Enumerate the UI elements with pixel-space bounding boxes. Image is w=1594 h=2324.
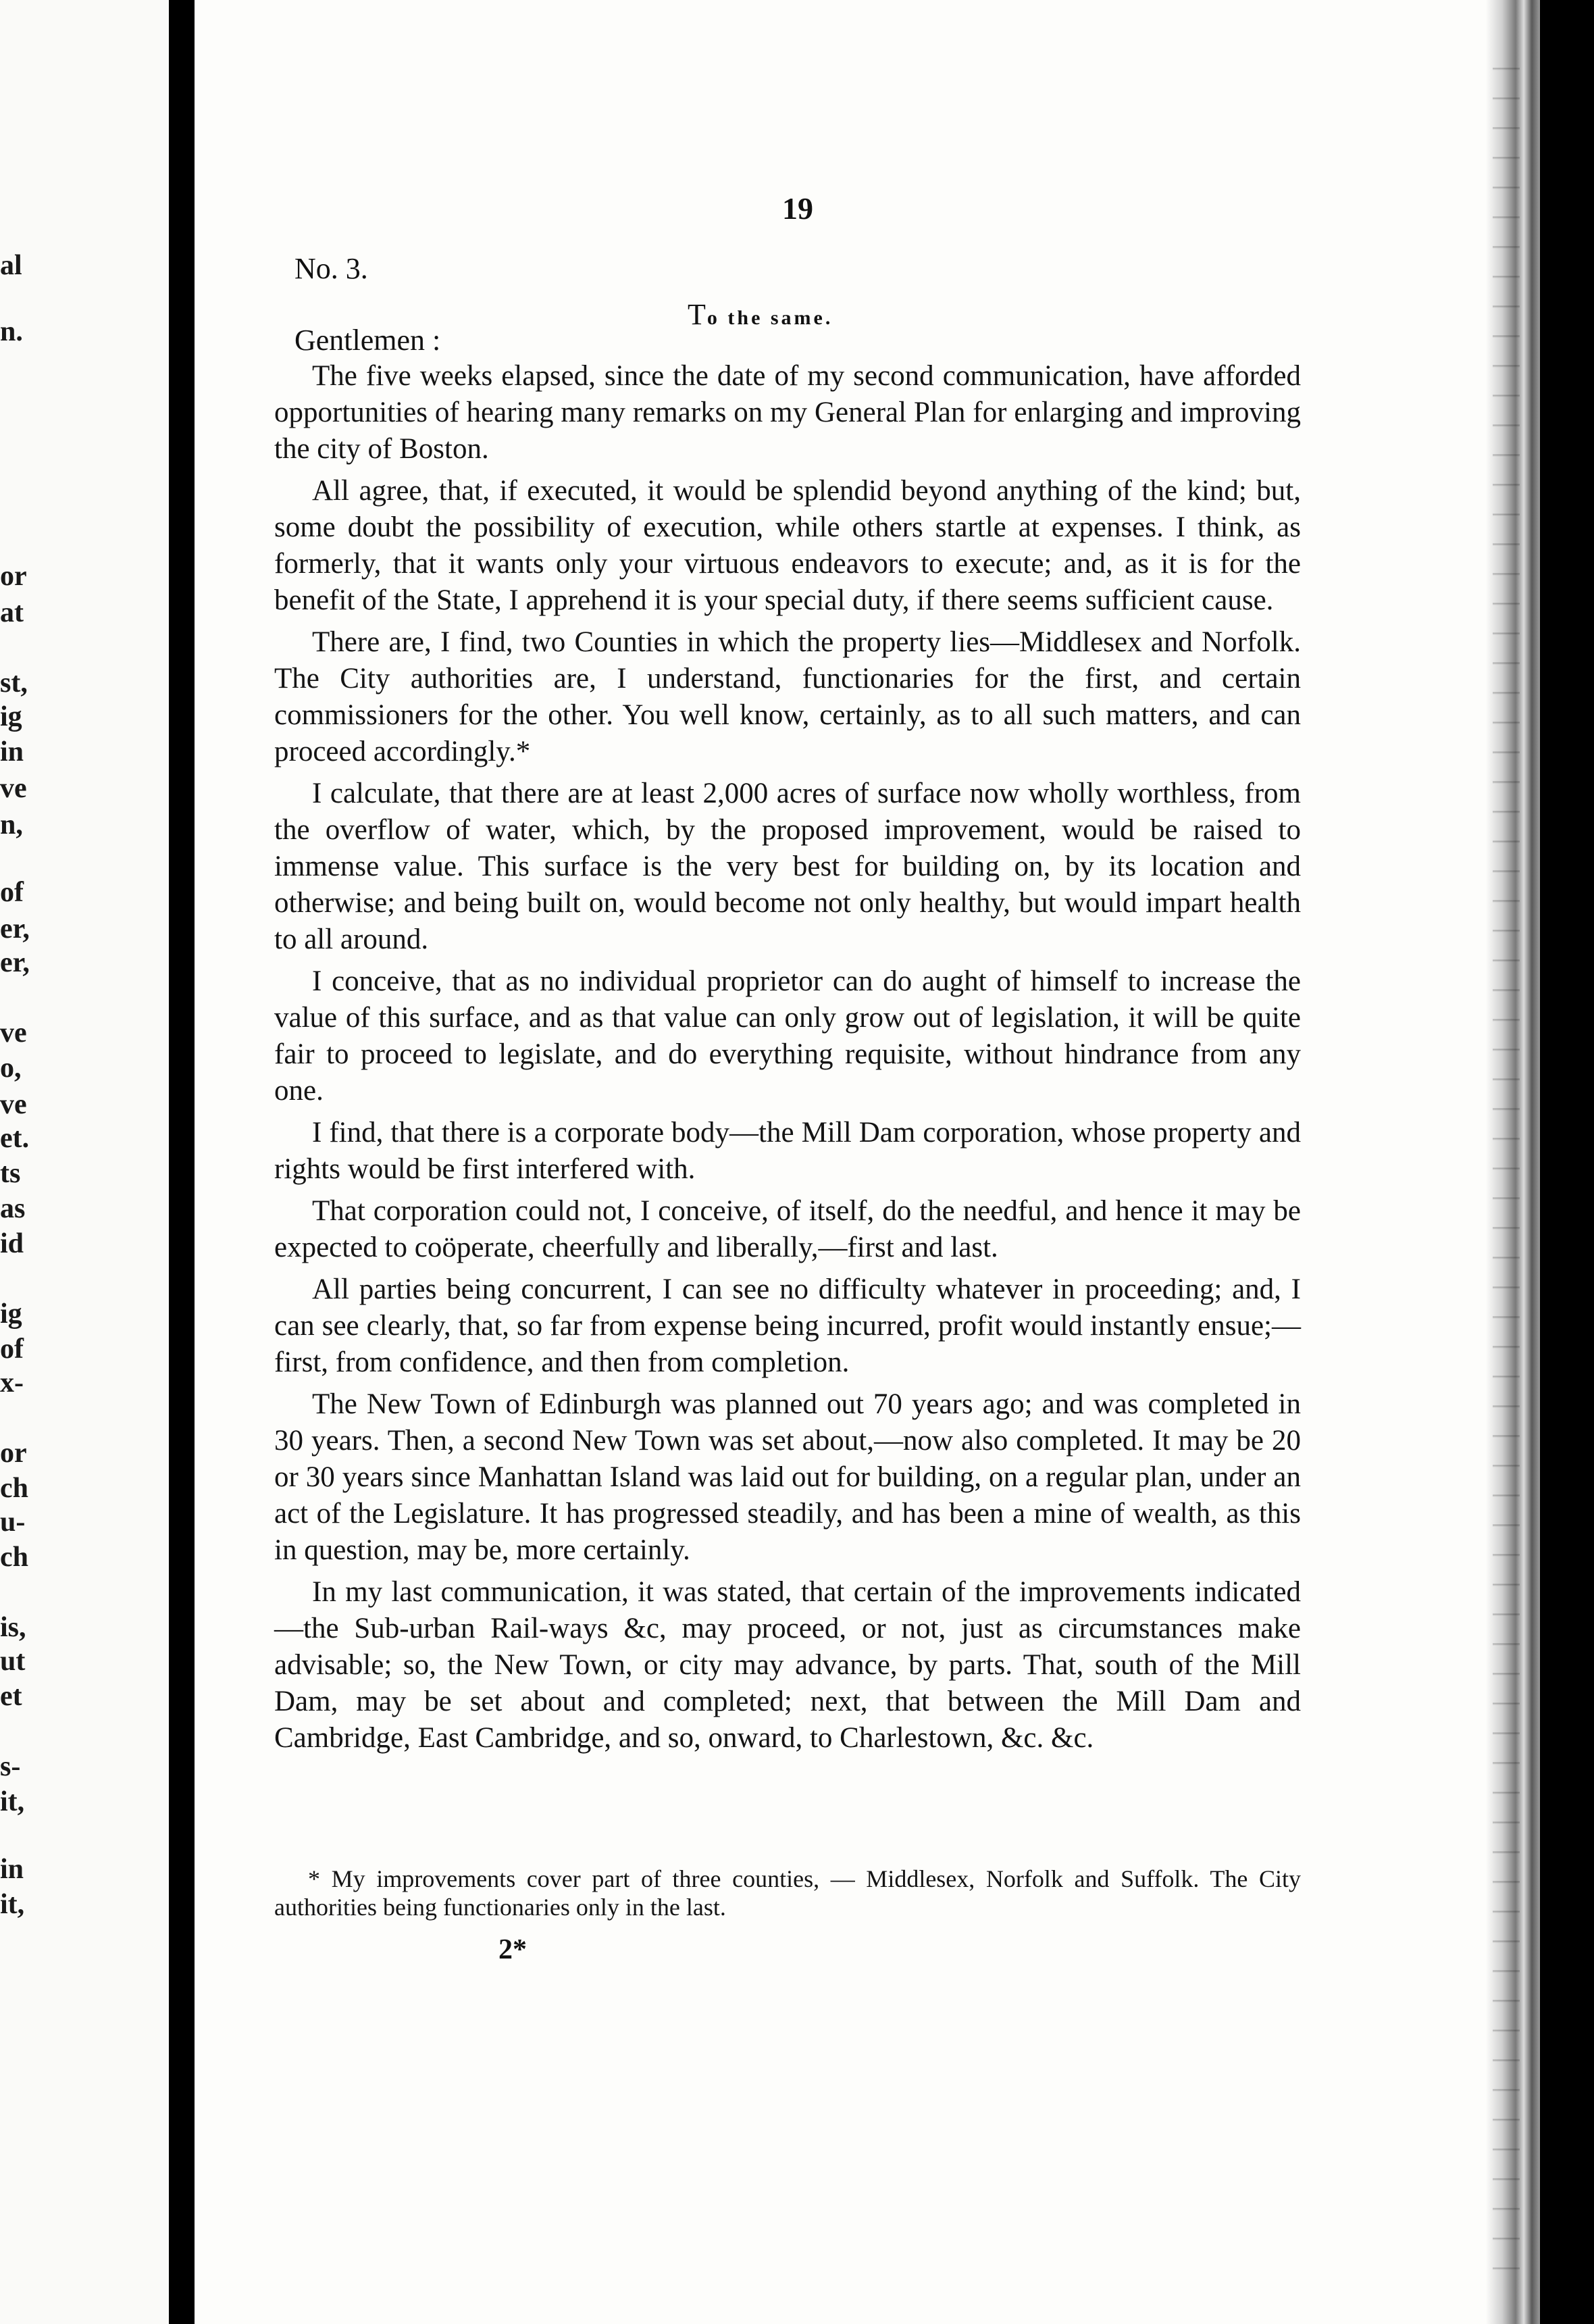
left-page-fragment: ch bbox=[0, 1542, 28, 1573]
paragraph: The New Town of Edinburgh was planned out 70 years ago; and was completed in 30 years. Then, a second New Town was set about,—now also completed. It may be 20 or 30 years since Manhattan Island was laid out for building, on a regular plan, under an act of the Legislature. It has progressed steadily, and has been a mine of wealth, as this in question, may be, more certainly. bbox=[274, 1388, 1301, 1566]
left-page-fragment: et. bbox=[0, 1123, 30, 1154]
left-page-fragment: id bbox=[0, 1228, 24, 1259]
heading-initial: T bbox=[688, 298, 707, 331]
left-facing-page bbox=[0, 0, 169, 2324]
document-number: No. 3. bbox=[294, 252, 368, 285]
left-page-fragment: er, bbox=[0, 913, 30, 944]
page-edge-texture bbox=[1493, 41, 1520, 2270]
left-page-fragment: st, bbox=[0, 667, 28, 699]
left-page-fragment: in bbox=[0, 736, 24, 767]
letter-heading bbox=[688, 297, 833, 332]
left-page-fragment: o, bbox=[0, 1053, 22, 1084]
paragraph: There are, I find, two Counties in which the property lies—Middlesex and Norfolk. The City authorities are, I understand, functionaries for the first, and certain commissioners for the other. You well know, certainly, as to all such matters, and can proceed accordingly.* bbox=[274, 626, 1301, 767]
left-page-fragment: at bbox=[0, 597, 24, 628]
left-page-fragment: in bbox=[0, 1854, 24, 1885]
letter-body bbox=[274, 358, 1301, 1762]
paragraph: In my last communication, it was stated, that certain of the improvements indicated—the Sub-urban Rail-ways &c, may proceed, or not, just as circumstances make advisable; so, the New Town, or city may advance, by parts. That, south of the Mill Dam, may be set about and completed; next, that between the Mill Dam and Cambridge, East Cambridge, and so, onward, to Charlestown, &c. &c. bbox=[274, 1576, 1301, 1754]
left-page-fragment: of bbox=[0, 1334, 24, 1365]
left-page-fragment: or bbox=[0, 561, 27, 592]
left-page-fragment: ve bbox=[0, 1089, 27, 1120]
paragraph: The five weeks elapsed, since the date of my second communication, have afforded opportunities of hearing many remarks on my General Plan for enlarging and improving the city of Boston. bbox=[274, 360, 1301, 465]
left-page-fragment: or bbox=[0, 1438, 27, 1469]
left-page-fragment: ig bbox=[0, 701, 22, 732]
left-page-fragment: u- bbox=[0, 1507, 26, 1538]
paragraph: All parties being concurrent, I can see no difficulty whatever in proceeding; and, I can see clearly, that, so far from expense being incurred, profit would instantly ensue;—first, from confidence, and then from completion. bbox=[274, 1273, 1301, 1378]
main-page bbox=[195, 0, 1540, 2324]
left-page-fragment: s- bbox=[0, 1751, 21, 1782]
left-page-fragment: x- bbox=[0, 1367, 24, 1398]
left-page-fragment: as bbox=[0, 1193, 26, 1224]
left-page-fragment: et bbox=[0, 1681, 22, 1712]
left-page-fragment: al bbox=[0, 250, 22, 281]
left-page-fragment: n, bbox=[0, 809, 23, 840]
left-page-fragment: ig bbox=[0, 1298, 22, 1330]
left-page-fragment: ts bbox=[0, 1158, 21, 1189]
paragraph: All agree, that, if executed, it would be splendid beyond anything of the kind; but, some doubt the possibility of execution, while others startle at expenses. I think, as formerly, that it wants only your virtuous endeavors to execute; and, as it is for the benefit of the State, I apprehend it is your special duty, if there seems sufficient cause. bbox=[274, 475, 1301, 616]
left-page-fragment: it, bbox=[0, 1786, 25, 1817]
left-page-fragment: of bbox=[0, 877, 24, 908]
left-page-fragment: it, bbox=[0, 1889, 25, 1920]
left-page-fragment: er, bbox=[0, 947, 30, 978]
paragraph: I find, that there is a corporate body—the Mill Dam corporation, whose property and rights would be first interfered with. bbox=[274, 1117, 1301, 1185]
footnote: * My improvements cover part of three counties, — Middlesex, Norfolk and Suffolk. The City authorities being functionaries only in the last. bbox=[274, 1865, 1301, 1921]
paragraph: I calculate, that there are at least 2,000 acres of surface now wholly worthless, from the overflow of water, which, by the proposed improvement, would be raised to immense value. This surface is the very best for building on, by its location and otherwise; and being built on, would become not only healthy, but would impart health to all around. bbox=[274, 778, 1301, 955]
left-page-fragment: is, bbox=[0, 1612, 26, 1643]
left-page-fragment: ch bbox=[0, 1473, 28, 1504]
left-page-fragment: ut bbox=[0, 1646, 26, 1677]
paragraph: That corporation could not, I conceive, of itself, do the needful, and hence it may be expected to coöperate, cheerfully and liberally,—first and last. bbox=[274, 1195, 1301, 1263]
left-page-fragment: ve bbox=[0, 773, 27, 804]
paragraph: I conceive, that as no individual proprietor can do aught of himself to increase the value of this surface, and as that value can only grow out of legislation, it will be quite fair to proceed to legislate, and do everything requisite, without hindrance from any one. bbox=[274, 965, 1301, 1107]
salutation: Gentlemen : bbox=[294, 324, 441, 357]
signature-mark: 2* bbox=[498, 1934, 527, 1965]
left-page-fragment: ve bbox=[0, 1017, 27, 1049]
heading-small-caps: o the same. bbox=[706, 307, 833, 329]
page-number: 19 bbox=[782, 191, 813, 226]
left-page-fragment: n. bbox=[0, 316, 23, 347]
